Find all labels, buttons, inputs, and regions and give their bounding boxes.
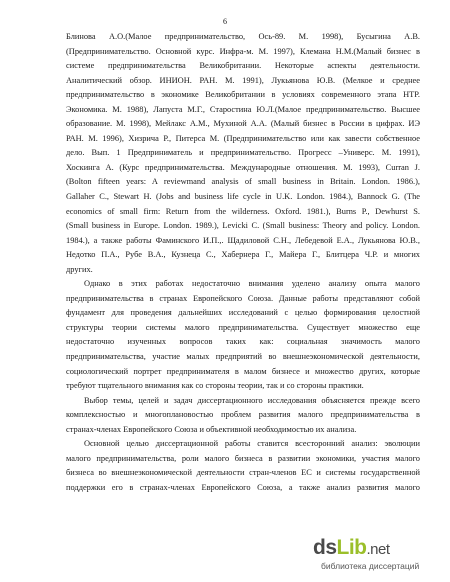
text-line: Хоскинга А. (Курс предпринимательства. Международные отношения. М. 1993), Curran J. [66, 162, 420, 172]
text-line: предпринимательства, участие малых предприятий во внешнеэкономической деятельности, [66, 352, 420, 362]
text-line: (Bolton fifteen years: A reviewmand analysis of small business in Britain. London. 1986.), [66, 177, 420, 187]
text-line: Аналитический обзор. ИНИОН. РАН. М. 1991), Лукьянова Ю.В. (Мелкое и среднее [66, 75, 420, 85]
text-line: других. [66, 264, 93, 274]
text-line: Недотко П.А., Рубе В.А., Кузнеца С., Хабернера Г., Майера Г., Блитцера Ч.Р. и многих [66, 250, 420, 260]
text-line: Основной целью диссертационной работы ставится всесторонний анализ: эволюции [84, 439, 420, 449]
text-line: фундамент для проведения дальнейших исследований с целью формирования целостной [66, 308, 420, 318]
text-line: требуют тщательного внимания как со стороны теории, так и со стороны практики. [66, 381, 364, 391]
dslib-watermark-logo[interactable] [313, 534, 441, 574]
text-line: Экономика. М. 1988), Лапуста М.Г., Старостина Ю.Л.(Малое предпринимательство. Высшее [66, 104, 420, 114]
text-line: недостаточно изученных вопросов таких как: социальная значимость малого [66, 337, 420, 347]
text-line: (Small business in Europe. London. 1989.), Levicki C. (Small business: Theory and policy. London. [66, 221, 420, 231]
text-line: Выбор темы, целей и задач диссертационного исследования объясняется прежде всего [84, 395, 420, 405]
text-line: комплексностью и многоплановостью проблем развития малого предпринимательства в [66, 410, 420, 420]
text-line: дело. Вып. 1 Предприниматель и предпринимательство. Прогресс –Универс. М. 1991), [66, 148, 420, 158]
text-line: Однако в этих работах недостаточно внимания уделено анализу опыта малого [84, 279, 420, 289]
text-line: бизнеса во внешнеэкономической деятельности стран-членов ЕС и системы государственной [66, 468, 420, 478]
logo-tagline: библиотека диссертаций [321, 561, 420, 571]
text-line: системе предпринимательства Великобритании. Некоторые аспекты деятельности. [66, 61, 420, 71]
text-line: социологический портрет предпринимателя в малом бизнесе и множество других, которые [66, 366, 420, 376]
text-line: малого предпринимательства, роли малого бизнеса в развитии экономики, участия малого [66, 453, 420, 463]
document-body [66, 30, 420, 496]
paragraph-topic-choice [66, 394, 420, 438]
text-line: предпринимательство в экономике Великобритании в условиях современного этапа НТР. [66, 90, 420, 100]
text-line: странах-членах Европейского Союза и объективной необходимостью их анализа. [66, 424, 357, 434]
text-line: поддержки его в странах-членах Европейского Союза, а также анализ развития малого [66, 482, 420, 492]
paragraph-references [66, 30, 420, 277]
text-line: предпринимательства в странах Европейского Союза. Данные работы представляют собой [66, 293, 420, 303]
text-line: образование. М. 1998), Мейлакс А.М., Мухиной А.А. (Малый бизнес в России в цифрах. ИЭ [66, 119, 420, 129]
text-line: Блинова А.О.(Малое предпринимательство, Ось-89. М. 1998), Бусыгина А.В. [66, 32, 420, 41]
text-line: структуры теории системы малого предпринимательства. Существует множество еще [66, 322, 420, 332]
text-line: 1984.), а также работы Фаминского И.П.,. Щадиловой С.Н., Лебедевой Е.А., Лукьянова Ю.В., [66, 235, 420, 245]
paragraph-research-goal [66, 437, 420, 495]
text-line: Gallaher C., Stewart H. (Jobs and business life cycle in U.K. London. 1984.), Bannock G. (The [66, 192, 420, 202]
logo-ds: ds [313, 536, 337, 559]
logo-net: .net [366, 541, 390, 558]
text-line: economics of small firm: Return from the wilderness. Oxford. 1981.), Burns P., Dewhurst S. [66, 206, 420, 216]
page-number: 6 [223, 17, 227, 26]
paragraph-gap-analysis [66, 277, 420, 393]
text-line: (Предпринимательство. Основной курс. Инфра-м. М. 1997), Клемана Н.М.(Малый бизнес в [66, 46, 420, 56]
text-line: РАН. М. 1996), Хизрича Р., Питерса М. (Предпринимательство или как завести собственное [66, 133, 420, 143]
logo-wordmark [313, 536, 390, 560]
logo-lib: Lib [336, 536, 367, 559]
